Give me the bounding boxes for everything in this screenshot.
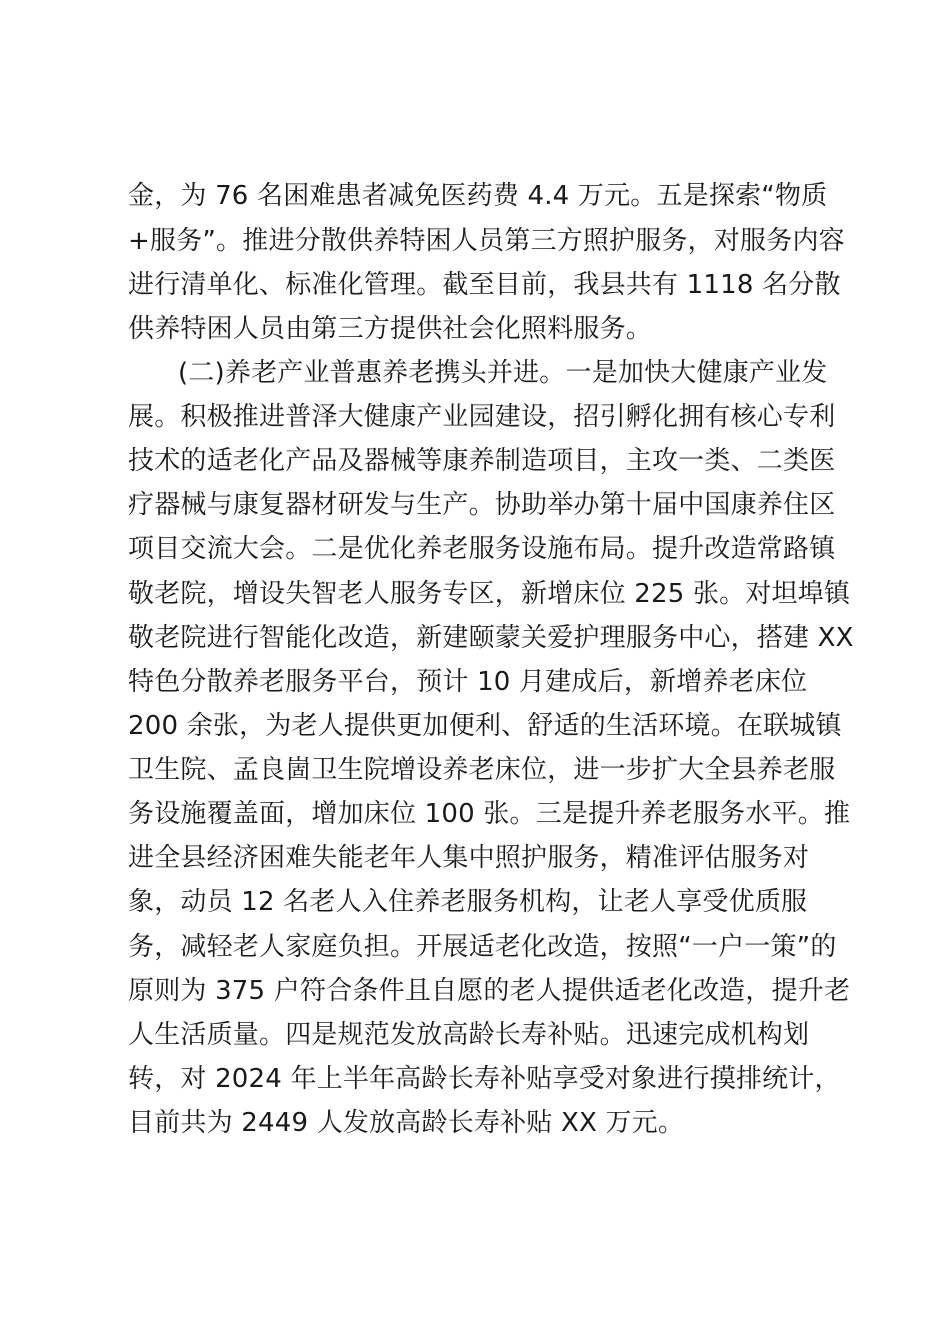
text-line: 目前共为 2449 人发放高龄长寿补贴 XX 万元。 <box>128 1108 685 1138</box>
text-line: 进全县经济困难失能老年人集中照护服务，精准评估服务对 <box>128 843 810 873</box>
text-line: 敬老院进行智能化改造，新建颐蒙关爱护理服务中心，搭建 XX <box>128 623 854 653</box>
text-line: 转，对 2024 年上半年高龄长寿补贴享受对象进行摸排统计， <box>128 1064 841 1094</box>
paragraph-first-line: (二)养老产业普惠养老携头并进。一是加快大健康产业发 <box>178 358 828 388</box>
text-line: 金，为 76 名困难患者减免医药费 4.4 万元。五是探索“物质 <box>128 181 828 211</box>
text-line: 象，动员 12 名老人入住养老服务机构，让老人享受优质服 <box>128 887 808 917</box>
text-line: 务，减轻老人家庭负担。开展适老化改造，按照“一户一策”的 <box>128 932 837 962</box>
text-line: 技术的适老化产品及器械等康养制造项目，主攻一类、二类医 <box>128 446 836 476</box>
text-line: 特色分散养老服务平台，预计 10 月建成后，新增养老床位 <box>128 667 808 697</box>
text-line: 原则为 375 户符合条件且自愿的老人提供适老化改造，提升老 <box>128 976 851 1006</box>
text-line: 务设施覆盖面，增加床位 100 张。三是提升养老服务水平。推 <box>128 799 851 829</box>
text-line: 供养特困人员由第三方提供社会化照料服务。 <box>128 314 653 344</box>
text-line: 200 余张，为老人提供更加便利、舒适的生活环境。在联城镇 <box>128 711 842 741</box>
text-line: +服务”。推进分散供养特困人员第三方照护服务，对服务内容 <box>128 226 845 256</box>
text-line: 敬老院，增设失智老人服务专区，新增床位 225 张。对坦埠镇 <box>128 579 851 609</box>
text-line: 疗器械与康复器材研发与生产。协助举办第十届中国康养住区 <box>128 490 836 520</box>
text-line: 人生活质量。四是规范发放高龄长寿补贴。迅速完成机构划 <box>128 1020 810 1050</box>
text-line: 进行清单化、标准化管理。截至目前，我县共有 1118 名分散 <box>128 270 841 300</box>
text-line: 项目交流大会。二是优化养老服务设施布局。提升改造常路镇 <box>128 534 836 564</box>
text-line: 卫生院、孟良崮卫生院增设养老床位，进一步扩大全县养老服 <box>128 755 836 785</box>
text-line: 展。积极推进普泽大健康产业园建设，招引孵化拥有核心专利 <box>128 402 836 432</box>
